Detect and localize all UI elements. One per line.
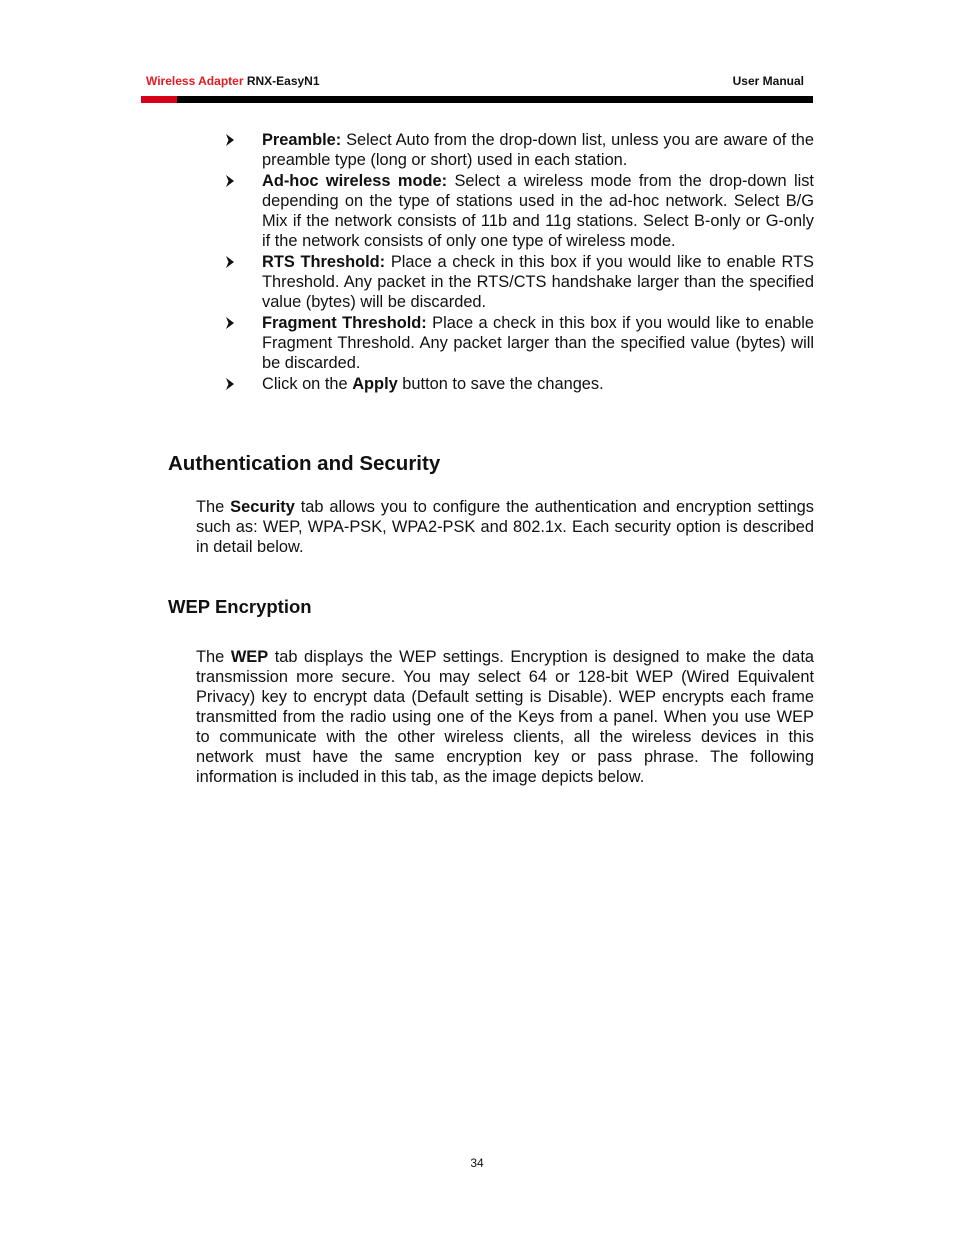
page-header bbox=[146, 74, 804, 90]
bullet-rts-threshold bbox=[224, 252, 814, 312]
bullet-term: Ad-hoc wireless mode: bbox=[262, 172, 448, 190]
arrow-right-icon bbox=[224, 378, 236, 390]
wep-section-paragraph bbox=[196, 647, 814, 787]
page-number: 34 bbox=[470, 1156, 484, 1170]
para-prefix: The bbox=[196, 648, 231, 666]
header-rule-accent bbox=[141, 96, 177, 103]
para-prefix: The bbox=[196, 498, 231, 516]
para-text: tab displays the WEP settings. Encryption is designed to make the data transmission more secure. You may select 64 or 128-bit WEP (Wired Equivalent Privacy) key to encrypt data (Default setting is Disable). WEP encrypts each frame transmitted from the radio using one of the Keys from a panel. When you use WEP to communicate with the other wireless clients, all the wireless devices in this network must have the same encryption key or pass phrase. The following information is included in this tab, as the image depicts below. bbox=[196, 648, 814, 786]
para-term: WEP bbox=[230, 648, 269, 666]
header-rule bbox=[141, 96, 813, 103]
settings-bullet-list bbox=[224, 130, 814, 395]
arrow-right-icon bbox=[224, 175, 236, 187]
auth-section-title: Authentication and Security bbox=[168, 452, 441, 475]
bullet-description: Place a check in this box if you would like to enable RTS Threshold. Any packet in the RTS/CTS handshake larger than the specified value (bytes) will be discarded. bbox=[262, 253, 814, 311]
bullet-term: RTS Threshold: bbox=[262, 253, 386, 271]
bullet-description: Select a wireless mode from the drop-down list depending on the type of stations used in the ad-hoc network. Select B/G Mix if the network consists of 11b and 11g stations. Select B-only or G-only if the network consists of only one type of wireless mode. bbox=[262, 172, 814, 250]
bullet-description: Select Auto from the drop-down list, unless you are aware of the preamble type (long or short) used in each station. bbox=[262, 131, 814, 169]
header-product bbox=[146, 74, 320, 88]
para-term: Security bbox=[230, 498, 295, 516]
bullet-preamble bbox=[224, 130, 814, 170]
bullet-description: Place a check in this box if you would like to enable Fragment Threshold. Any packet larger than the specified value (bytes) will be discarded. bbox=[262, 314, 815, 372]
wep-section-title: WEP Encryption bbox=[168, 596, 312, 617]
header-manual-label: User Manual bbox=[732, 74, 804, 88]
header-model: RNX-EasyN1 bbox=[246, 74, 320, 88]
header-brand: Wireless Adapter bbox=[146, 74, 244, 88]
bullet-term: Preamble: bbox=[262, 131, 342, 149]
bullet-apply bbox=[224, 374, 814, 394]
arrow-right-icon bbox=[224, 134, 236, 146]
arrow-right-icon bbox=[224, 256, 236, 268]
auth-section-paragraph bbox=[196, 497, 814, 557]
bullet-adhoc-mode bbox=[224, 171, 814, 251]
bullet-term: Apply bbox=[352, 375, 398, 393]
bullet-description: button to save the changes. bbox=[397, 375, 604, 393]
bullet-fragment-threshold bbox=[224, 313, 814, 373]
bullet-term: Fragment Threshold: bbox=[262, 314, 427, 332]
arrow-right-icon bbox=[224, 317, 236, 329]
para-text: tab allows you to configure the authentication and encryption settings such as: WEP, WPA-PSK, WPA2-PSK and 802.1x. Each security option is described in detail below. bbox=[196, 498, 814, 556]
bullet-prefix: Click on the bbox=[262, 375, 353, 393]
